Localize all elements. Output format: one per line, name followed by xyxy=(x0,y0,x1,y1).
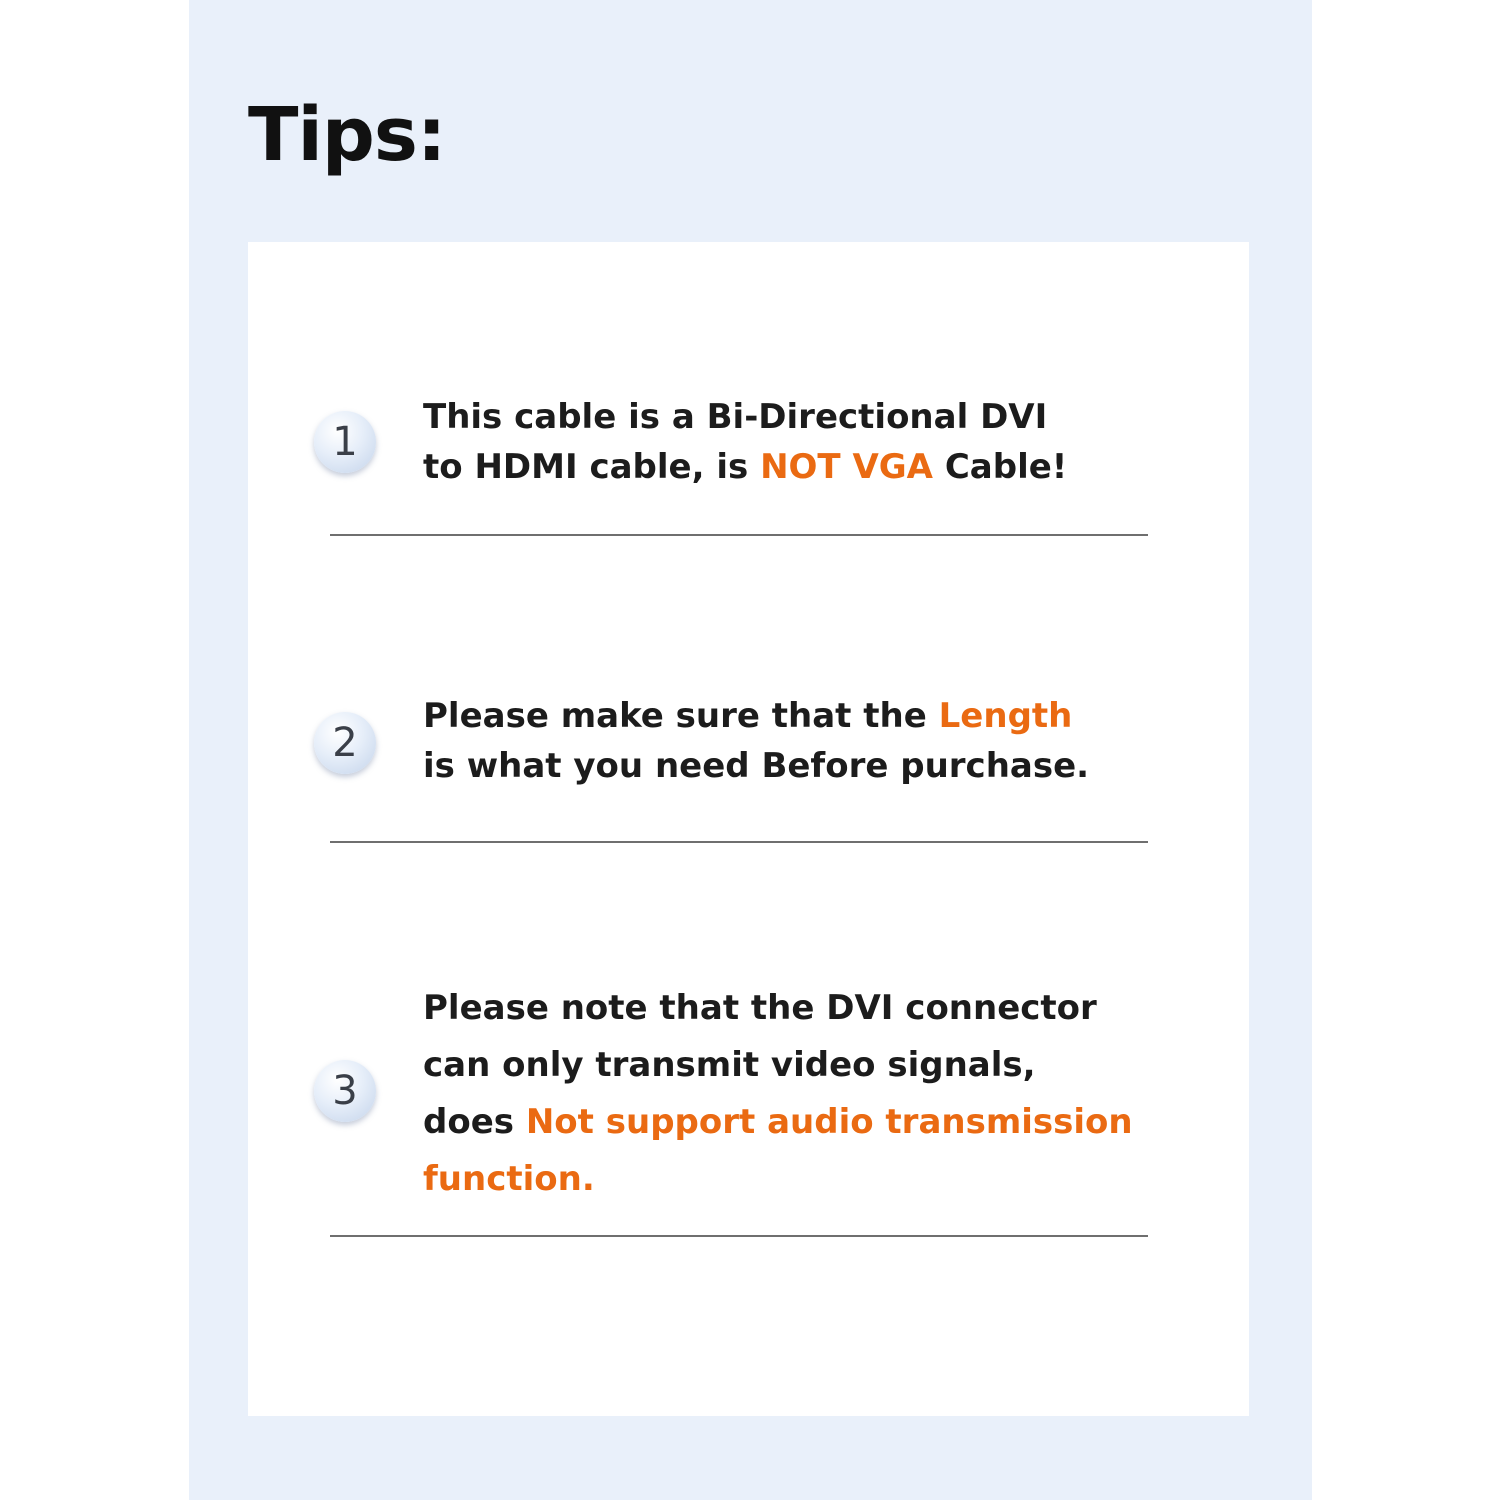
tip-3-line-3: does Not support audio transmission xyxy=(423,1102,1133,1142)
tip-2-line-1: Please make sure that the Length xyxy=(423,696,1073,736)
tip-1-line-1: This cable is a Bi-Directional DVI xyxy=(423,397,1048,437)
divider-3 xyxy=(330,1235,1148,1237)
tip-1-line-2: to HDMI cable, is NOT VGA Cable! xyxy=(423,447,1068,487)
tip-1-highlight: NOT VGA xyxy=(760,447,933,487)
divider-1 xyxy=(330,534,1148,536)
tip-3-line-2: can only transmit video signals, xyxy=(423,1045,1036,1085)
tip-1-text xyxy=(423,392,1153,492)
tip-3-line-4 xyxy=(423,1151,1153,1208)
tip-3-highlight: Not support audio transmission xyxy=(525,1102,1133,1142)
page-title: Tips: xyxy=(248,92,446,178)
tip-2-text xyxy=(423,691,1153,791)
tip-3-line-1: Please note that the DVI connector xyxy=(423,988,1097,1028)
number-badge-2: 2 xyxy=(314,712,376,774)
tip-3-text xyxy=(423,980,1153,1208)
tip-3-highlight-end: function. xyxy=(423,1159,595,1199)
divider-2 xyxy=(330,841,1148,843)
tip-2-highlight: Length xyxy=(938,696,1073,736)
number-badge-1: 1 xyxy=(314,411,376,473)
number-badge-3: 3 xyxy=(314,1060,376,1122)
tip-2-line-2: is what you need Before purchase. xyxy=(423,746,1090,786)
